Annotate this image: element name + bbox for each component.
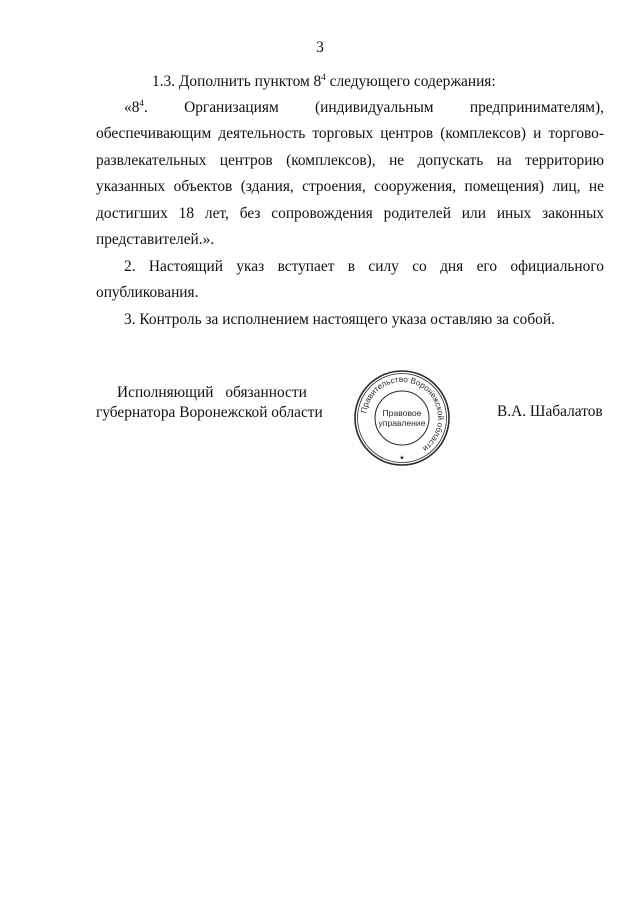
clause-2-line-2: опубликования. (96, 284, 199, 301)
clause-2-line-1: 2. Настоящий указ вступает в силу со дня его официального (124, 258, 604, 275)
clause-3: 3. Контроль за исполнением настоящего указа оставляю за собой. (124, 311, 555, 328)
seal-ring-text: Правительство Воронежской области (359, 374, 446, 454)
seal-star-icon: ★ (399, 454, 405, 462)
signatory-position-line-2: губернатора Воронежской области (96, 404, 323, 421)
official-seal (352, 368, 452, 468)
signatory-name: В.А. Шабалатов (497, 403, 603, 420)
clause-1-3-superscript: 4 (321, 72, 326, 82)
clause-8-4-line: достигших 18 лет, без сопровождения родителей или иных законных (96, 205, 604, 222)
clause-8-4-line: указанных объектов (здания, строения, сооружения, помещения) лиц, не (96, 178, 604, 195)
clause-1-3 (152, 73, 496, 91)
seal-center-line-2: управление (378, 418, 426, 428)
seal-center-line-1: Правовое (382, 408, 422, 418)
clause-8-4-superscript: 4 (139, 99, 144, 108)
page-number: 3 (316, 39, 324, 56)
clause-8-4-open: «8 (124, 99, 140, 116)
signatory-position-line-1: Исполняющий обязанности (117, 384, 307, 401)
clause-8-4-line: развлекательных центров (комплексов), не допускать на территорию (96, 152, 604, 169)
clause-8-4-line: представителей.». (96, 231, 215, 248)
clause-8-4-first-line-rest: . Организациям (индивидуальным предпринимателям), (143, 99, 604, 116)
signatory-position (96, 384, 336, 422)
clause-1-3-text-before: 1.3. Дополнить пунктом 8 (152, 73, 322, 90)
clause-8-4-line: обеспечивающим деятельность торговых центров (комплексов) и торгово- (96, 125, 604, 142)
clause-8-4-first-line (96, 99, 604, 121)
clause-1-3-text-after: следующего содержания: (325, 73, 496, 90)
